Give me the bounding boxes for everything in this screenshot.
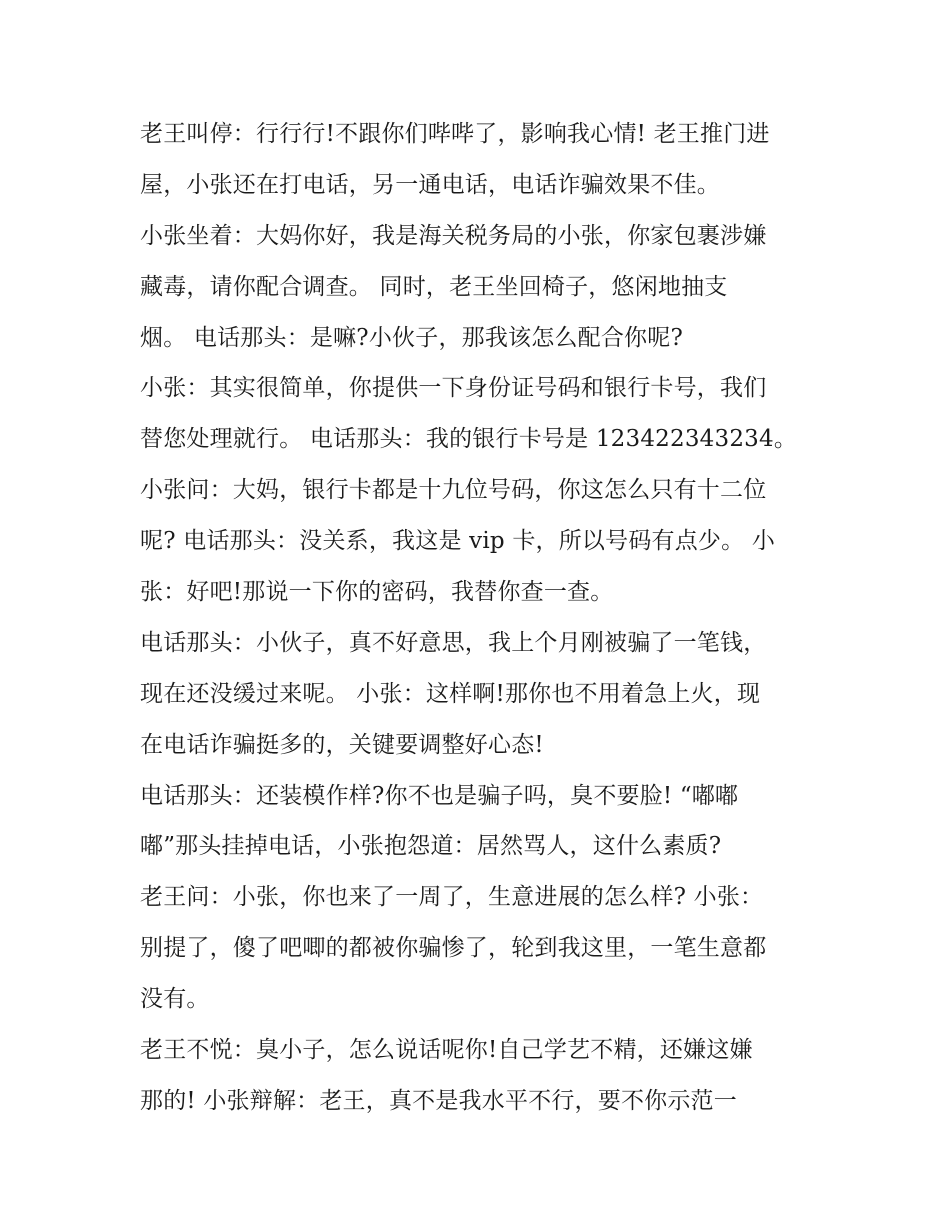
text-line: 小张坐着：大妈你好，我是海关税务局的小张，你家包裹涉嫌 xyxy=(140,222,767,249)
text-line: 现在还没缓过来呢。 小张：这样啊!那你也不用着急上火，现 xyxy=(140,680,761,707)
text-line: 替您处理就行。 电话那头：我的银行卡号是 123422343234。 xyxy=(140,426,798,453)
text-line: 老王问：小张，你也来了一周了，生意进展的怎么样? 小张： xyxy=(140,884,764,911)
text-line: 屋，小张还在打电话，另一通电话，电话诈骗效果不佳。 xyxy=(140,171,720,198)
text-line: 电话那头：小伙子，真不好意思，我上个月刚被骗了一笔钱， xyxy=(140,629,767,656)
text-line: 小张问：大妈，银行卡都是十九位号码，你这怎么只有十二位 xyxy=(140,477,767,504)
text-line: 在电话诈骗挺多的，关键要调整好心态! xyxy=(140,731,544,758)
text-line: 别提了，傻了吧唧的都被你骗惨了，轮到我这里，一笔生意都 xyxy=(140,935,767,962)
text-line: 没有。 xyxy=(140,986,210,1013)
text-line: 老王叫停：行行行!不跟你们哔哔了，影响我心情! 老王推门进 xyxy=(140,121,770,147)
text-line: 嘟”那头挂掉电话，小张抱怨道：居然骂人，这什么素质? xyxy=(140,833,722,860)
text-line: 呢? 电话那头：没关系，我这是 vip 卡，所以号码有点少。 小 xyxy=(140,528,776,555)
text-line: 老王不悦：臭小子，怎么说话呢你!自己学艺不精，还嫌这嫌 xyxy=(140,1037,753,1064)
text-line: 烟。 电话那头：是嘛?小伙子，那我该怎么配合你呢? xyxy=(140,324,683,351)
text-line: 小张：其实很简单，你提供一下身份证号码和银行卡号，我们 xyxy=(140,375,767,402)
text-line: 那的! 小张辩解：老王，真不是我水平不行，要不你示范一 xyxy=(140,1087,737,1114)
text-line: 电话那头：还装模作样?你不也是骗子吗，臭不要脸! “嘟嘟 xyxy=(140,782,739,809)
text-line: 张：好吧!那说一下你的密码，我替你查一查。 xyxy=(140,579,614,606)
text-line: 藏毒，请你配合调查。 同时，老王坐回椅子，悠闲地抽支 xyxy=(140,273,728,300)
document-body xyxy=(140,109,820,1127)
